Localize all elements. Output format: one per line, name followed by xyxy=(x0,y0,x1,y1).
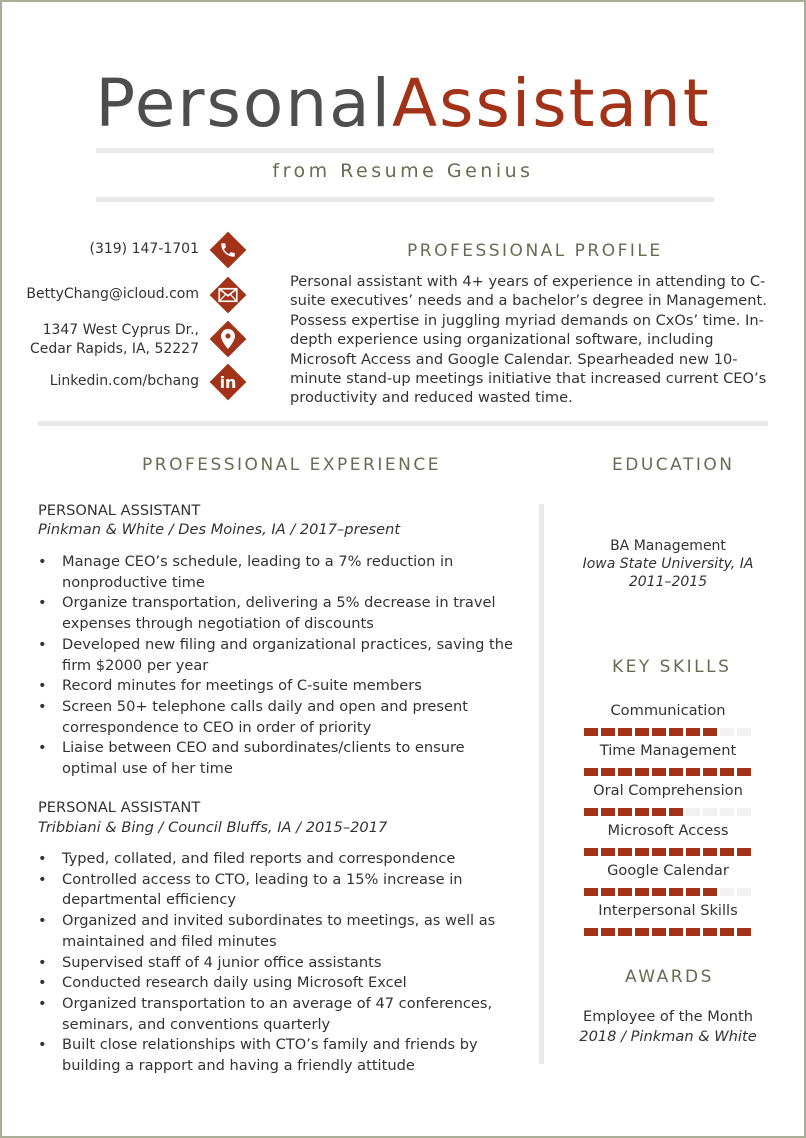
skill-segment-empty xyxy=(737,728,751,736)
list-item: • Organize transportation, delivering a 5% decrease in travel expenses through negotiation of discounts xyxy=(38,593,518,634)
skill-segment-empty xyxy=(737,888,751,896)
list-item: • Screen 50+ telephone calls daily and open and present correspondence to CEO in order of priority xyxy=(38,697,518,738)
skill-segment-filled xyxy=(652,928,666,936)
skill-segment-filled xyxy=(703,848,717,856)
map-pin-icon xyxy=(209,320,247,358)
skill-segment-filled xyxy=(618,768,632,776)
experience-heading: PROFESSIONAL EXPERIENCE xyxy=(142,455,441,475)
education-degree: BA Management xyxy=(610,538,726,554)
skill-segment-empty xyxy=(737,808,751,816)
contact-address-line1: 1347 West Cyprus Dr., xyxy=(42,322,199,338)
header-top-rule xyxy=(96,148,714,153)
envelope-icon xyxy=(209,276,247,314)
skill-segment-filled xyxy=(635,928,649,936)
education-block xyxy=(568,537,768,591)
job-2-title: PERSONAL ASSISTANT xyxy=(38,799,201,816)
skill-segment-filled xyxy=(635,848,649,856)
resume-subtitle: from Resume Genius xyxy=(272,160,534,182)
skill-segment-filled xyxy=(601,768,615,776)
skill-segment-filled xyxy=(669,728,683,736)
list-item: • Liaise between CEO and subordinates/clients to ensure optimal use of her time xyxy=(38,738,518,779)
linkedin-icon[interactable]: in xyxy=(219,372,237,392)
skill-segment-filled xyxy=(720,848,734,856)
skill-segment-filled xyxy=(686,848,700,856)
skill-segment-filled xyxy=(652,768,666,776)
skill-segment-filled xyxy=(686,928,700,936)
skill-segment-filled xyxy=(601,848,615,856)
skill-segment-empty xyxy=(686,808,700,816)
award-block xyxy=(568,1007,768,1047)
award-detail: 2018 / Pinkman & White xyxy=(579,1028,757,1045)
skill-segment-filled xyxy=(720,768,734,776)
skill-label: Google Calendar xyxy=(607,862,729,879)
job-1-bullets xyxy=(38,552,518,780)
skill-segment-filled xyxy=(584,808,598,816)
award-title: Employee of the Month xyxy=(583,1008,753,1025)
list-item: • Supervised staff of 4 junior office assistants xyxy=(38,953,518,974)
skill-segment-filled xyxy=(703,928,717,936)
skill-segment-filled xyxy=(635,728,649,736)
job-2-bullets xyxy=(38,849,518,1077)
skill-level-bar xyxy=(584,808,754,817)
skill-segment-filled xyxy=(635,808,649,816)
skill-level-bar xyxy=(584,728,754,737)
skill-label: Interpersonal Skills xyxy=(598,902,738,919)
job-1-subtitle: Pinkman & White / Des Moines, IA / 2017–present xyxy=(38,521,401,538)
list-item: • Record minutes for meetings of C-suite members xyxy=(38,676,518,697)
skill-label: Time Management xyxy=(599,742,737,759)
title-second-word: Assistant xyxy=(391,65,711,142)
contact-address xyxy=(30,321,199,359)
list-item: • Conducted research daily using Microsoft Excel xyxy=(38,973,518,994)
skill-segment-filled xyxy=(703,888,717,896)
skill-segment-filled xyxy=(601,888,615,896)
skill-segment-filled xyxy=(601,808,615,816)
skill-segment-filled xyxy=(584,768,598,776)
contact-email[interactable]: BettyChang@icloud.com xyxy=(26,286,199,302)
skill-level-bar xyxy=(584,768,754,777)
list-item: • Organized and invited subordinates to meetings, as well as maintained and filed minutes xyxy=(38,911,518,952)
list-item: • Developed new filing and organizational practices, saving the firm $2000 per year xyxy=(38,635,518,676)
skill-segment-filled xyxy=(737,848,751,856)
skill-level-bar xyxy=(584,848,754,857)
skill-segment-filled xyxy=(703,728,717,736)
skill-segment-filled xyxy=(618,928,632,936)
skill-segment-empty xyxy=(720,888,734,896)
skill-segment-filled xyxy=(652,808,666,816)
skill-segment-filled xyxy=(737,928,751,936)
list-item: • Typed, collated, and filed reports and correspondence xyxy=(38,849,518,870)
skill-segment-filled xyxy=(669,928,683,936)
skill-segment-filled xyxy=(618,888,632,896)
skill-label: Microsoft Access xyxy=(607,822,729,839)
skill-segment-filled xyxy=(669,888,683,896)
skill-segment-filled xyxy=(584,928,598,936)
skill-segment-filled xyxy=(601,728,615,736)
skill-label: Oral Comprehension xyxy=(593,782,743,799)
skill-segment-filled xyxy=(686,728,700,736)
skill-segment-empty xyxy=(703,808,717,816)
list-item: • Built close relationships with CTO’s family and friends by building a rapport and having a friendly attitude xyxy=(38,1035,518,1076)
awards-heading: AWARDS xyxy=(625,967,714,987)
list-item: • Manage CEO’s schedule, leading to a 7% reduction in nonproductive time xyxy=(38,552,518,593)
list-item: • Organized transportation to an average of 47 conferences, seminars, and conventions quarterly xyxy=(38,994,518,1035)
skill-segment-filled xyxy=(601,928,615,936)
skill-segment-empty xyxy=(720,728,734,736)
resume-title xyxy=(2,64,804,144)
education-school: Iowa State University, IA xyxy=(582,556,754,572)
skill-segment-filled xyxy=(669,848,683,856)
skill-segment-filled xyxy=(584,888,598,896)
list-item: • Controlled access to CTO, leading to a 15% increase in departmental efficiency xyxy=(38,870,518,911)
education-heading: EDUCATION xyxy=(612,455,735,475)
skill-segment-filled xyxy=(618,808,632,816)
skill-segment-filled xyxy=(584,728,598,736)
job-2-subtitle: Tribbiani & Bing / Council Bluffs, IA / 2015–2017 xyxy=(38,819,388,836)
skill-segment-filled xyxy=(737,768,751,776)
skill-segment-filled xyxy=(652,728,666,736)
education-years: 2011–2015 xyxy=(628,574,708,590)
skill-segment-filled xyxy=(584,848,598,856)
skill-segment-filled xyxy=(652,888,666,896)
contact-phone: (319) 147-1701 xyxy=(89,241,199,257)
contact-address-line2: Cedar Rapids, IA, 52227 xyxy=(29,341,199,357)
skill-segment-filled xyxy=(635,768,649,776)
skill-segment-filled xyxy=(652,848,666,856)
skill-level-bar xyxy=(584,928,754,937)
skill-segment-filled xyxy=(703,768,717,776)
skill-segment-filled xyxy=(720,928,734,936)
skill-segment-filled xyxy=(669,768,683,776)
header-bottom-rule xyxy=(96,197,714,202)
skill-segment-filled xyxy=(686,768,700,776)
skill-label: Communication xyxy=(610,702,726,719)
skill-segment-filled xyxy=(669,808,683,816)
title-first-word: Personal xyxy=(95,65,392,142)
profile-heading: PROFESSIONAL PROFILE xyxy=(407,241,663,261)
skills-heading: KEY SKILLS xyxy=(612,657,732,677)
section-divider xyxy=(38,421,768,426)
skill-segment-filled xyxy=(635,888,649,896)
column-divider xyxy=(539,504,544,1064)
job-1-title: PERSONAL ASSISTANT xyxy=(38,502,201,519)
skill-segment-filled xyxy=(686,888,700,896)
contact-linkedin[interactable]: Linkedin.com/bchang xyxy=(49,373,199,389)
profile-text: Personal assistant with 4+ years of experience in attending to C-suite executives’ needs and a bachelor’s degree in Management. Possess expertise in juggling myriad demands on CxOs’ time. In-depth experience using organizational software, including Microsoft Access and Google Calendar. Spearheaded new 10-minute stand-up meetings initiative that increased current CEO’s productivity and reduced wasted time. xyxy=(290,273,767,407)
skill-segment-empty xyxy=(720,808,734,816)
skill-level-bar xyxy=(584,888,754,897)
skill-segment-filled xyxy=(618,728,632,736)
phone-icon xyxy=(209,231,247,269)
skill-segment-filled xyxy=(618,848,632,856)
